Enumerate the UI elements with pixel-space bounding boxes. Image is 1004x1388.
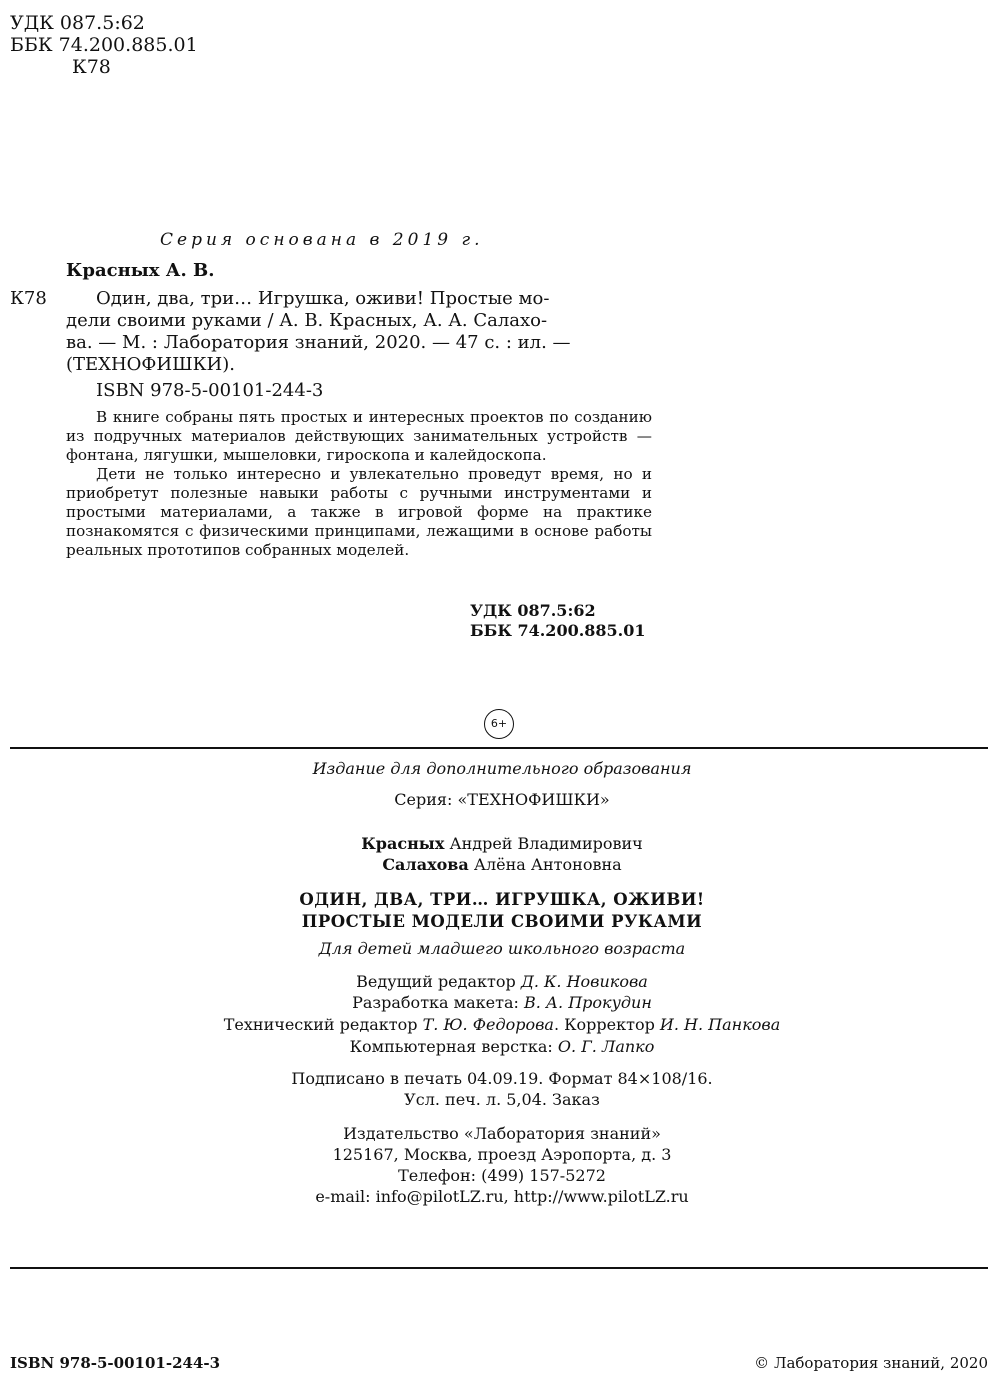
book-title-line-2: ПРОСТЫЕ МОДЕЛИ СВОИМИ РУКАМИ [301, 912, 703, 931]
publisher-contacts: e-mail: info@pilotLZ.ru, http://www.pilotLZ.ru [315, 1187, 689, 1206]
corrector-name: И. Н. Панкова [659, 1015, 781, 1034]
annotation-paragraph-1: В книге собраны пять простых и интересных проектов по созданию из подручных материалов действующих занимательных устройств — фонтана, лягушки, мышеловки, гироскопа и калейдоскопа. [66, 408, 652, 464]
author-1-name: Андрей Владимирович [449, 834, 643, 853]
footer-isbn: ISBN 978-5-00101-244-3 [10, 1354, 221, 1372]
right-bbk: ББК 74.200.885.01 [470, 621, 646, 640]
edition-note: Издание для дополнительного образования [312, 759, 692, 778]
publisher-phone: Телефон: (499) 157-5272 [398, 1166, 606, 1185]
layout-line [0, 993, 1004, 1012]
author-heading: Красных А. В. [66, 260, 215, 281]
tech-editor-label: Технический редактор [223, 1015, 418, 1034]
annotation-paragraph-2: Дети не только интересно и увлекательно проведут время, но и приобретут полезные навыки работы с ручными инструментами и простыми материалами, а также в игровой форме на практике познакомятся с физическими принципами, лежащими в основе работы реальных прототипов собранных моделей. [66, 465, 652, 559]
corrector-label: . Корректор [553, 1015, 655, 1034]
author-2-surname: Салахова [382, 855, 469, 874]
bbk-code: ББК 74.200.885.01 [10, 34, 198, 56]
author-line-1 [0, 834, 1004, 853]
entry-mark: К78 [10, 288, 47, 309]
lead-editor-label: Ведущий редактор [356, 972, 516, 991]
series-line: Серия: «ТЕХНОФИШКИ» [394, 790, 610, 809]
author-1-surname: Красных [361, 834, 445, 853]
udk-code: УДК 087.5:62 [10, 12, 145, 34]
print-line: Подписано в печать 04.09.19. Формат 84×108/16. [291, 1069, 713, 1088]
layout-name: В. А. Прокудин [524, 993, 652, 1012]
author-mark: К78 [72, 56, 111, 78]
series-note: Серия основана в 2019 г. [160, 230, 484, 250]
author-line-2 [0, 855, 1004, 874]
lead-editor-line [0, 972, 1004, 991]
sheets-line: Усл. печ. л. 5,04. Заказ [404, 1090, 600, 1109]
book-title-line-1: ОДИН, ДВА, ТРИ… ИГРУШКА, ОЖИВИ! [299, 890, 705, 909]
divider-top [10, 747, 988, 749]
publisher-name: Издательство «Лаборатория знаний» [343, 1124, 661, 1143]
tech-editor-name: Т. Ю. Федорова [422, 1015, 554, 1034]
entry-line-3: ва. — М. : Лаборатория знаний, 2020. — 47 с. : ил. — [66, 332, 571, 353]
layout-label: Разработка макета: [352, 993, 519, 1012]
entry-line-4: (ТЕХНОФИШКИ). [66, 354, 235, 375]
audience-note: Для детей младшего школьного возраста [318, 939, 686, 958]
lead-editor-name: Д. К. Новикова [520, 972, 648, 991]
entry-line-2: дели своими руками / А. В. Красных, А. А. Салахо- [66, 310, 548, 331]
typesetting-line [0, 1037, 1004, 1056]
age-rating-badge: 6+ [484, 709, 514, 739]
footer-copyright: © Лаборатория знаний, 2020 [754, 1354, 988, 1372]
isbn-entry: ISBN 978-5-00101-244-3 [96, 380, 324, 401]
annotation [66, 408, 652, 560]
entry-line-1: Один, два, три… Игрушка, оживи! Простые мо- [96, 288, 550, 309]
tech-editor-line [0, 1015, 1004, 1034]
typesetting-name: О. Г. Лапко [557, 1037, 655, 1056]
right-udk: УДК 087.5:62 [470, 601, 596, 620]
author-2-name: Алёна Антоновна [473, 855, 622, 874]
divider-bottom [10, 1267, 988, 1269]
typesetting-label: Компьютерная верстка: [349, 1037, 553, 1056]
publisher-address: 125167, Москва, проезд Аэропорта, д. 3 [332, 1145, 672, 1164]
